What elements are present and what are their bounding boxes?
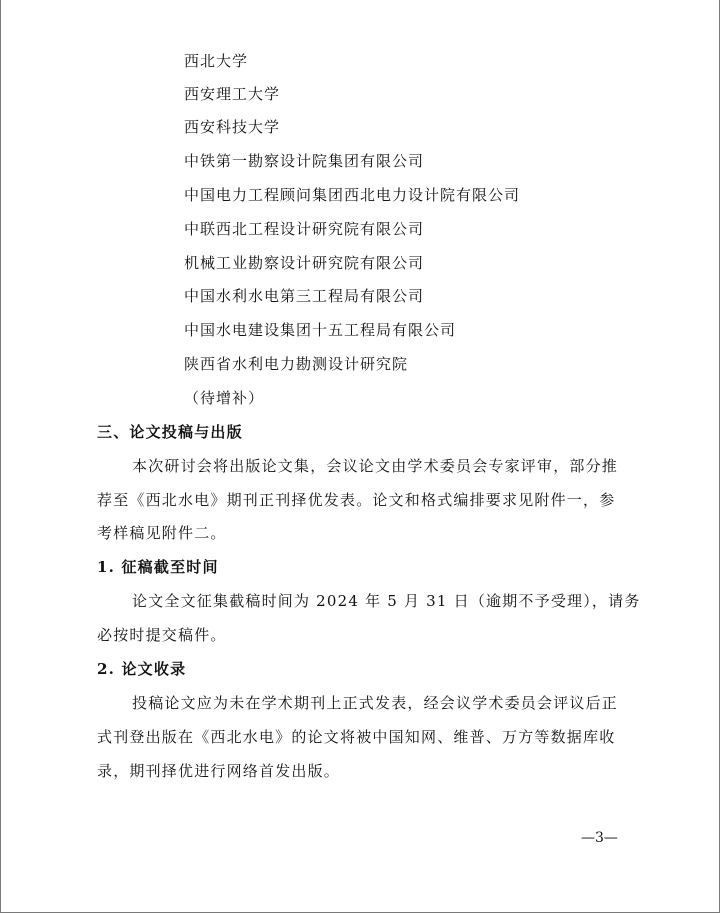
org-item: 西安理工大学 <box>184 85 281 103</box>
subsection-heading: 1. 征稿截至时间 <box>97 558 219 576</box>
org-item: 中国电力工程顾问集团西北电力设计院有限公司 <box>184 186 521 204</box>
org-item: 中铁第一勘察设计院集团有限公司 <box>184 152 425 170</box>
org-item: 陕西省水利电力勘测设计研究院 <box>184 355 409 373</box>
paragraph-line: 考样稿见附件二。 <box>97 524 227 542</box>
org-item: 西北大学 <box>184 52 249 70</box>
subsection-heading: 2. 论文收录 <box>97 660 187 678</box>
org-item: 机械工业勘察设计研究院有限公司 <box>184 254 425 272</box>
org-item: 中国水电建设集团十五工程局有限公司 <box>184 321 457 339</box>
org-item: 中联西北工程设计研究院有限公司 <box>184 220 425 238</box>
section-heading: 三、论文投稿与出版 <box>97 423 243 441</box>
page-number: —3— <box>581 830 618 846</box>
paragraph-line: 录，期刊择优进行网络首发出版。 <box>97 762 341 780</box>
paragraph-line: 必按时提交稿件。 <box>97 626 227 644</box>
paragraph-line: 投稿论文应为未在学术期刊上正式发表，经会议学术委员会评议后正 <box>132 694 619 712</box>
org-item: 西安科技大学 <box>184 118 281 136</box>
paragraph-line: 本次研讨会将出版论文集，会议论文由学术委员会专家评审，部分推 <box>132 457 619 475</box>
org-item-pending: （待增补） <box>184 389 265 407</box>
org-item: 中国水利水电第三工程局有限公司 <box>184 287 425 305</box>
paragraph-line: 式刊登出版在《西北水电》的论文将被中国知网、维普、万方等数据库收 <box>97 728 616 746</box>
paragraph-line: 论文全文征集截稿时间为 2024 年 5 月 31 日（逾期不予受理），请务 <box>132 592 641 610</box>
paragraph-line: 荐至《西北水电》期刊正刊择优发表。论文和格式编排要求见附件一，参 <box>97 491 616 509</box>
